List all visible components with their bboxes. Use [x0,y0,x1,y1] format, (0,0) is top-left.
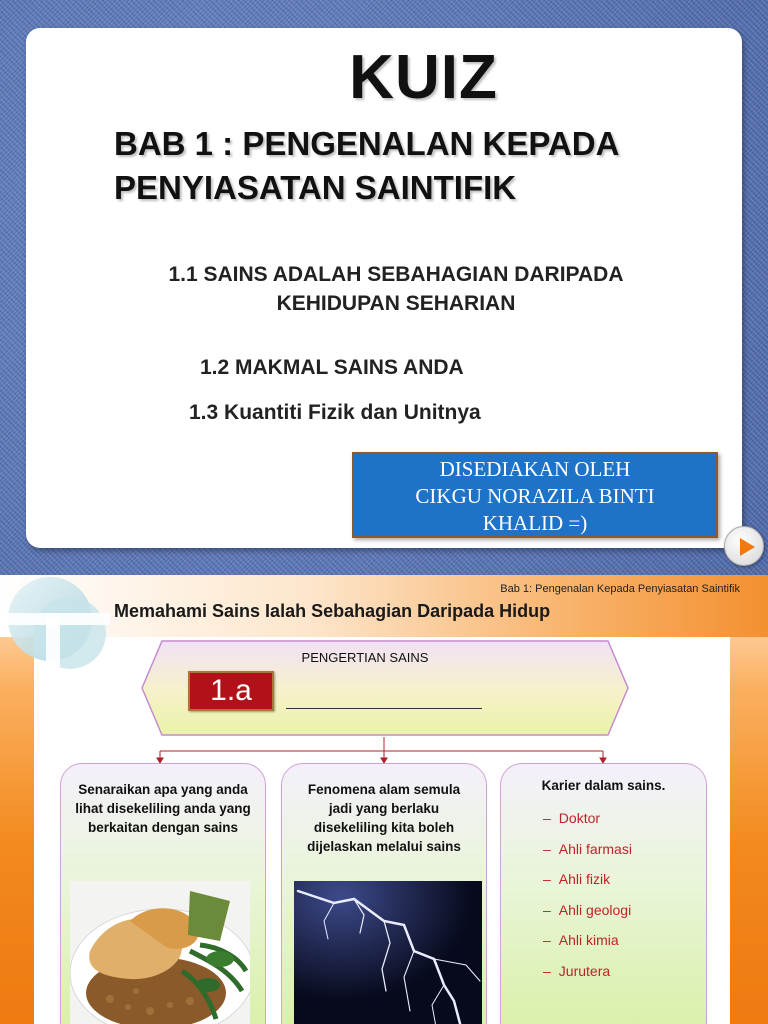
breadcrumb: Bab 1: Pengenalan Kepada Penyiasatan Saintifik [500,583,740,595]
topic-1-1-line-2: KEHIDUPAN SEHARIAN [276,292,516,315]
play-arrow-icon[interactable] [724,526,764,566]
author-box [352,452,718,538]
column-observe-text: Senaraikan apa yang anda lihat disekeliling anda yang berkaitan dengan sains [75,782,251,835]
topic-1-1 [66,260,726,318]
list-item: – Ahli farmasi [543,840,632,857]
item-number-badge: 1.a [188,671,274,711]
topic-1-2: 1.2 MAKMAL SAINS ANDA [200,356,464,379]
column-careers-text: Karier dalam sains. [541,778,666,793]
food-photo [70,881,250,1024]
column-phenomena [281,763,487,1024]
answer-blank-line[interactable] [286,708,482,709]
column-phenomena-text: Fenomena alam semula jadi yang berlaku disekeliling kita boleh dijelaskan melalui sains [307,782,461,854]
author-line-2: CIKGU NORAZILA BINTI [415,484,655,508]
list-item: – Ahli geologi [543,901,632,918]
column-careers [500,763,707,1024]
list-item: – Jurutera [543,962,611,979]
definition-label: PENGERTIAN SAINS [301,650,429,665]
career-list [543,810,632,993]
title-card [26,28,742,548]
author-line-1: DISEDIAKAN OLEH [439,457,631,481]
chapter-title-line-2: PENYIASATAN SAINTIFIK [114,169,517,206]
list-item: – Ahli fizik [543,871,611,887]
lightning-photo [294,881,482,1024]
right-accent-band [730,575,768,1024]
slide-logo-icon [0,575,110,675]
quiz-title: KUIZ [349,43,498,112]
chapter-title-line-1: BAB 1 : PENGENALAN KEPADA [114,125,620,162]
page-title: Memahami Sains Ialah Sebahagian Daripada Hidup [114,601,551,621]
list-item: – Ahli kimia [543,932,619,948]
chapter-title [114,122,734,210]
author-line-3: KHALID =) [482,511,588,535]
topic-1-3: 1.3 Kuantiti Fizik dan Unitnya [189,401,481,424]
column-observe [60,763,266,1024]
slide-2-content [0,575,768,1024]
topic-1-1-line-1: 1.1 SAINS ADALAH SEBAHAGIAN DARIPADA [168,263,624,286]
list-item: – Doktor [543,810,601,826]
